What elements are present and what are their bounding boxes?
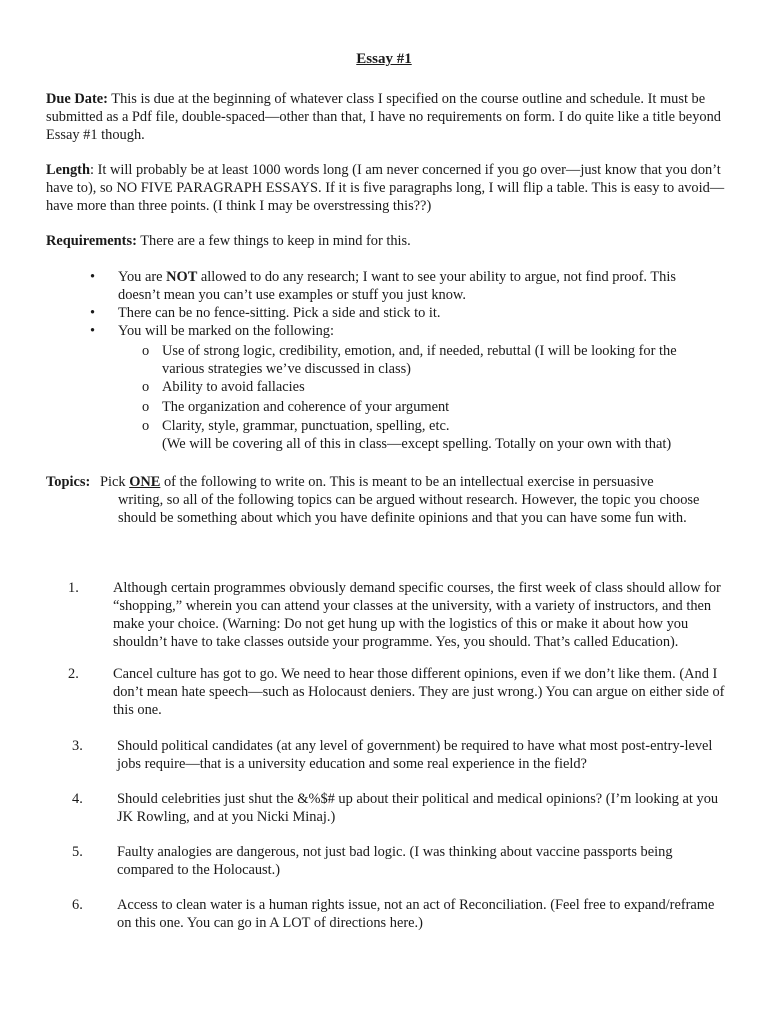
list-item [72, 790, 732, 826]
bullet-item [90, 322, 720, 340]
item-text: Should celebrities just shut the &%$# up about their political and medical opinions? (I’m looking at you JK Rowling, and at you Nicki Minaj.) [117, 791, 719, 825]
list-item [68, 665, 728, 719]
topics-paragraph [100, 473, 720, 527]
bullet-icon: • [90, 323, 96, 339]
item-text: Should political candidates (at any level of government) be required to have what most post-entry-level jobs require—that is a university education and some real experience in the field? [117, 738, 713, 772]
bullet-text: You will be marked on the following: [118, 323, 334, 339]
sub-item-text: Clarity, style, grammar, punctuation, spelling, etc. [162, 418, 450, 434]
item-number: 4. [72, 791, 83, 807]
item-number: 3. [72, 738, 83, 754]
requirements-text: There are a few things to keep in mind for this. [136, 233, 411, 249]
circle-bullet-icon: o [142, 343, 150, 359]
sub-item-text: Use of strong logic, credibility, emotion, and, if needed, rebuttal (I will be looking for the various strategies we’ve discussed in class) [162, 343, 677, 377]
item-text: Cancel culture has got to go. We need to hear those different opinions, even if we don’t like them. (And I don’t mean hate speech—such as Holocaust deniers. They are just wrong.) You can argue on either side of this one. [113, 666, 725, 718]
topics-continuation: writing, so all of the following topics can be argued without research. However, the topic you choose should be something about which you have definite opinions and that you can have some fun with. [118, 492, 700, 526]
sub-item-text: Ability to avoid fallacies [162, 379, 305, 395]
due-date-text: This is due at the beginning of whatever class I specified on the course outline and schedule. It must be submitted as a Pdf file, double-spaced—other than that, I have no requirements on form. I do quite like a title beyond Essay #1 though. [46, 91, 721, 143]
topics-text: Pick [100, 474, 130, 490]
due-date-paragraph [46, 90, 726, 144]
sub-list-item [142, 342, 722, 378]
bullet-text: allowed to do any research; I want to see your ability to argue, not find proof. This doesn’t mean you can’t use examples or stuff you just know. [118, 269, 676, 303]
circle-bullet-icon: o [142, 379, 150, 395]
bullet-bold-text: NOT [166, 269, 198, 285]
topics-label: Topics: [46, 474, 91, 490]
page-title: Essay #1 [356, 51, 412, 67]
item-text: Access to clean water is a human rights issue, not an act of Reconciliation. (Feel free to expand/reframe on this one. You can go in A LOT of directions here.) [117, 897, 715, 931]
due-date-label: Due Date: [46, 91, 108, 107]
circle-bullet-icon: o [142, 418, 150, 434]
sub-note-text: (We will be covering all of this in class—except spelling. Totally on your own with that) [162, 436, 672, 452]
sub-list-item [142, 417, 722, 435]
item-text: Although certain programmes obviously demand specific courses, the first week of class should allow for “shopping,” wherein you can attend your classes at the university, with a variety of instructors, and then make your choice. (Warning: Do not get hung up with the logistics of this or make it about how you shouldn’t have to take classes outside your programme. Yes, you should. That’s called Education). [113, 580, 721, 650]
sub-list-item [142, 398, 722, 416]
list-item [72, 843, 732, 879]
item-text: Faulty analogies are dangerous, not just bad logic. (I was thinking about vaccine passports being compared to the Holocaust.) [117, 844, 673, 878]
length-paragraph [46, 161, 726, 215]
list-item [68, 579, 728, 651]
list-item [72, 737, 732, 773]
requirements-paragraph [46, 232, 726, 250]
bullet-item [90, 304, 720, 322]
sub-list-item [142, 378, 722, 396]
bullet-icon: • [90, 305, 96, 321]
length-label: Length [46, 162, 90, 178]
bullet-item [90, 268, 720, 304]
item-number: 1. [68, 580, 79, 596]
sub-note [142, 435, 722, 453]
list-item [72, 896, 732, 932]
circle-bullet-icon: o [142, 399, 150, 415]
bullet-text: You are [118, 269, 167, 285]
item-number: 6. [72, 897, 83, 913]
bullet-text: There can be no fence-sitting. Pick a side and stick to it. [118, 305, 441, 321]
requirements-label: Requirements: [46, 233, 137, 249]
sub-item-text: The organization and coherence of your argument [162, 399, 450, 415]
item-number: 5. [72, 844, 83, 860]
topics-emphasis: ONE [129, 474, 161, 490]
length-text: : It will probably be at least 1000 words long (I am never concerned if you go over—just know that you don’t have to), so NO FIVE PARAGRAPH ESSAYS. If it is five paragraphs long, I will flip a table. This is easy to avoid—have more than three points. (I think I may be overstressing this??) [46, 162, 725, 214]
bullet-icon: • [90, 269, 96, 285]
topics-text: of the following to write on. This is meant to be an intellectual exercise in persuasive [160, 474, 654, 490]
item-number: 2. [68, 666, 79, 682]
